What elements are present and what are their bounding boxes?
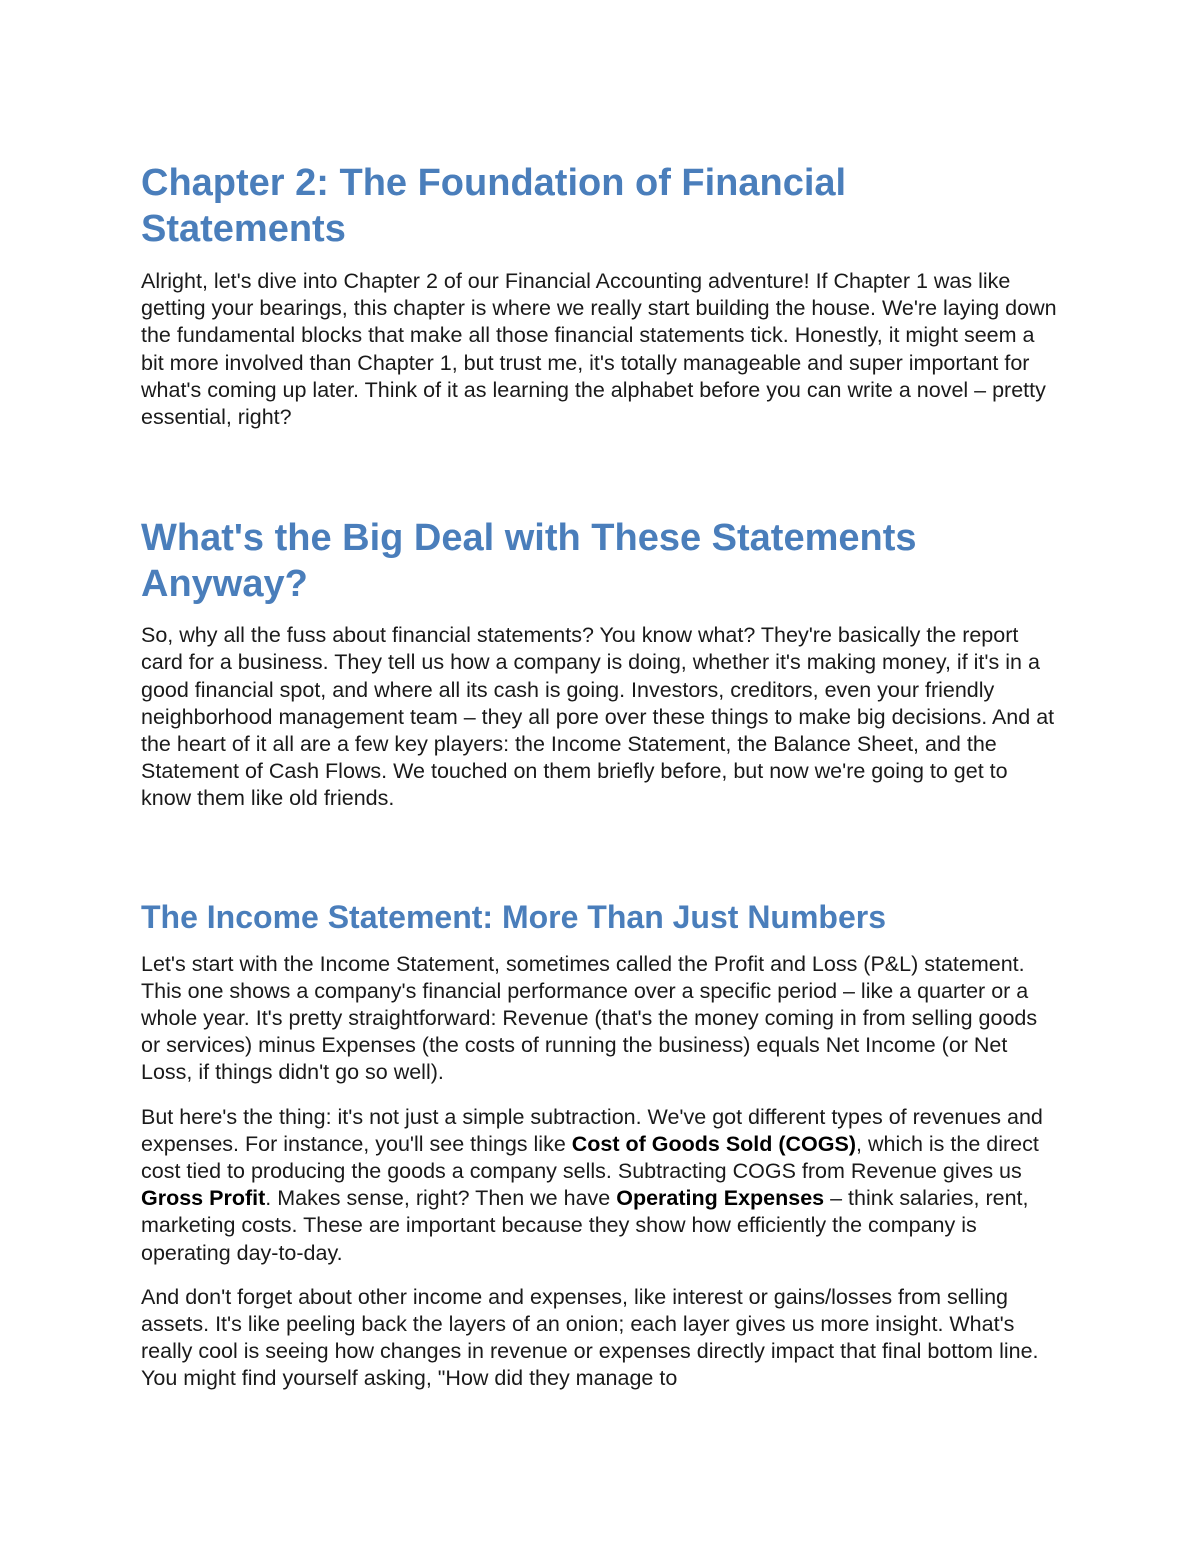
income-statement-paragraph-3: And don't forget about other income and expenses, like interest or gains/losses from selling assets. It's like peeling back the layers of an onion; each layer gives us more insight. What's really cool is seeing how changes in revenue or expenses directly impact that final bottom line. You might find yourself asking, "How did they manage to	[141, 1284, 1039, 1391]
paragraph-2-text-2: , which is the direct cost tied to producing the goods a company sells. Subtracting COGS from Revenue gives us	[141, 1131, 1039, 1184]
income-statement-paragraph-1: Let's start with the Income Statement, sometimes called the Profit and Loss (P&L) statement. This one shows a company's financial performance over a specific period – like a quarter or a whole year. It's pretty straightforward: Revenue (that's the money coming in from selling goods or services) minus Expenses (the costs of running the business) equals Net Income (or Net Loss, if things didn't go so well).	[141, 951, 1038, 1085]
paragraph-2-text-4: – think salaries, rent, marketing costs. These are important because they show how efficiently the company is operating day-to-day.	[141, 1186, 1029, 1265]
income-statement-paragraph-2	[141, 1104, 1061, 1267]
chapter-intro-paragraph: Alright, let's dive into Chapter 2 of our Financial Accounting adventure! If Chapter 1 was like getting your bearings, this chapter is where we really start building the house. We're laying down the fundamental blocks that make all those financial statements tick. Honestly, it might seem a bit more involved than Chapter 1, but trust me, it's totally manageable and super important for what's coming up later. Think of it as learning the alphabet before you can write a novel – pretty essential, right?	[141, 269, 1057, 430]
paragraph-2-text-3: . Makes sense, right? Then we have	[265, 1186, 617, 1211]
big-deal-paragraph: So, why all the fuss about financial statements? You know what? They're basically the report card for a business. They tell us how a company is doing, whether it's making money, if it's in a good financial spot, and where all its cash is going. Investors, creditors, even your friendly neighborhood management team – they all pore over these things to make big decisions. And at the heart of it all are a few key players: the Income Statement, the Balance Sheet, and the Statement of Cash Flows. We touched on them briefly before, but now we're going to get to know them like old friends.	[141, 623, 1055, 811]
chapter-title: Chapter 2: The Foundation of Financial Statements	[141, 162, 847, 250]
paragraph-2-text-1: But here's the thing: it's not just a simple subtraction. We've got different types of revenues and expenses. For instance, you'll see things like	[141, 1104, 1043, 1156]
cogs-term: Cost of Goods Sold (COGS)	[571, 1131, 857, 1156]
operating-expenses-term: Operating Expenses	[616, 1186, 825, 1211]
big-deal-heading: What's the Big Deal with These Statements Anyway?	[141, 517, 917, 606]
document-content	[141, 160, 1061, 1410]
gross-profit-term: Gross Profit	[141, 1186, 266, 1211]
income-statement-heading: The Income Statement: More Than Just Numbers	[141, 898, 887, 935]
